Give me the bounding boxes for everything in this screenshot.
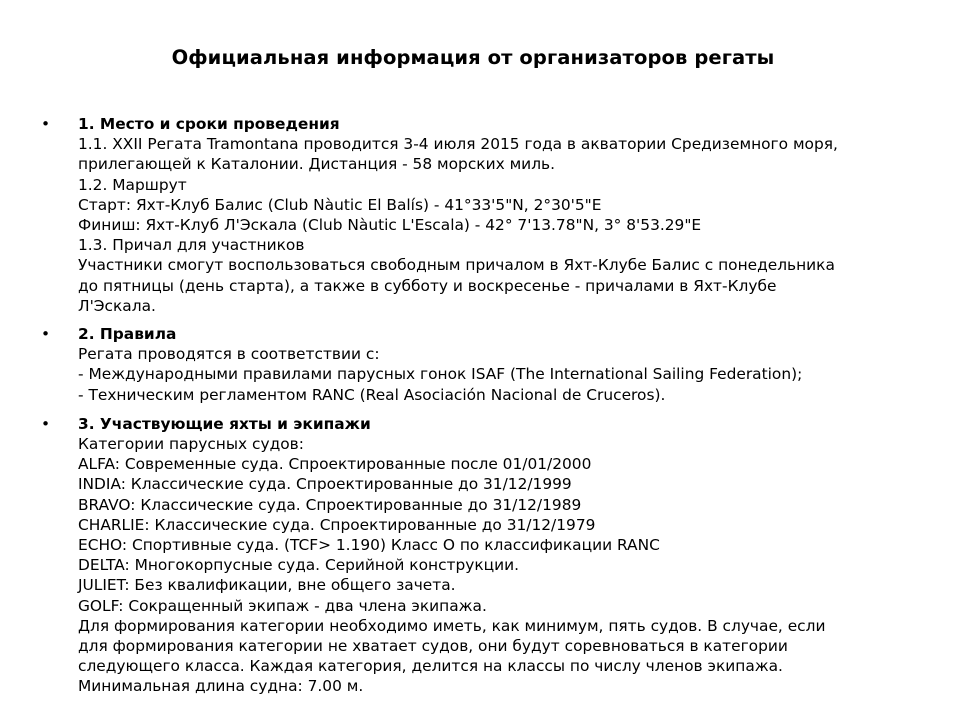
- bullet-icon: •: [41, 325, 51, 344]
- text-line: 1.1. XXII Регата Tramontana проводится 3-4 июля 2015 года в акватории Средиземного моря,: [78, 135, 838, 154]
- text-line: Минимальная длина судна: 7.00 м.: [78, 677, 364, 696]
- section-heading: 3. Участвующие яхты и экипажи: [78, 414, 371, 433]
- text-line: Регата проводятся в соответствии с:: [78, 345, 380, 364]
- text-line: Л'Эскала.: [78, 296, 156, 315]
- text-line: следующего класса. Каждая категория, делится на классы по числу членов экипажа.: [78, 657, 783, 676]
- page-title: Официальная информация от организаторов регаты: [171, 46, 775, 69]
- text-line: ECHO: Спортивные суда. (TCF> 1.190) Класс О по классификации RANC: [78, 536, 660, 555]
- text-line: INDIA: Классические суда. Спроектированные до 31/12/1999: [78, 475, 572, 494]
- text-line: 1.2. Маршрут: [78, 175, 187, 194]
- text-line: для формирования категории не хватает судов, они будут соревноваться в категории: [78, 637, 788, 656]
- text-line: DELTA: Многокорпусные суда. Серийной конструкции.: [78, 556, 520, 575]
- text-line: Участники смогут воспользоваться свободным причалом в Яхт-Клубе Балис с понедельника: [78, 256, 835, 275]
- text-line: Категории парусных судов:: [78, 435, 304, 454]
- text-line: 1.3. Причал для участников: [78, 236, 305, 255]
- section-rules: [0, 324, 928, 405]
- text-line: Для формирования категории необходимо иметь, как минимум, пять судов. В случае, если: [78, 616, 826, 635]
- text-line: до пятницы (день старта), а также в субботу и воскресенье - причалами в Яхт-Клубе: [78, 276, 777, 295]
- text-line: JULIET: Без квалификации, вне общего зачета.: [78, 576, 456, 595]
- text-line: Старт: Яхт-Клуб Балис (Club Nàutic El Balís) - 41°33'5"N, 2°30'5"E: [78, 195, 602, 214]
- text-line: Финиш: Яхт-Клуб Л'Эскала (Club Nàutic L'Escala) - 42° 7'13.78"N, 3° 8'53.29"E: [78, 216, 702, 235]
- section-yachts-crews: [0, 414, 928, 697]
- section-list: [0, 114, 960, 705]
- section-heading: 1. Место и сроки проведения: [78, 115, 340, 133]
- text-line: прилегающей к Каталонии. Дистанция - 58 морских миль.: [78, 155, 555, 174]
- text-line: ALFA: Современные суда. Спроектированные после 01/01/2000: [78, 455, 592, 474]
- section-location-dates: [0, 114, 928, 316]
- text-line: GOLF: Сокращенный экипаж - два члена экипажа.: [78, 596, 487, 615]
- text-line: CHARLIE: Классические суда. Спроектированные до 31/12/1979: [78, 515, 596, 534]
- text-line: - Техническим регламентом RANC (Real Asociación Nacional de Cruceros).: [78, 385, 666, 404]
- text-line: BRAVO: Классические суда. Спроектированные до 31/12/1989: [78, 495, 582, 514]
- bullet-icon: •: [41, 414, 51, 433]
- section-heading: 2. Правила: [78, 325, 177, 344]
- bullet-icon: •: [41, 115, 51, 133]
- text-line: - Международными правилами парусных гонок ISAF (The International Sailing Federation);: [78, 365, 803, 384]
